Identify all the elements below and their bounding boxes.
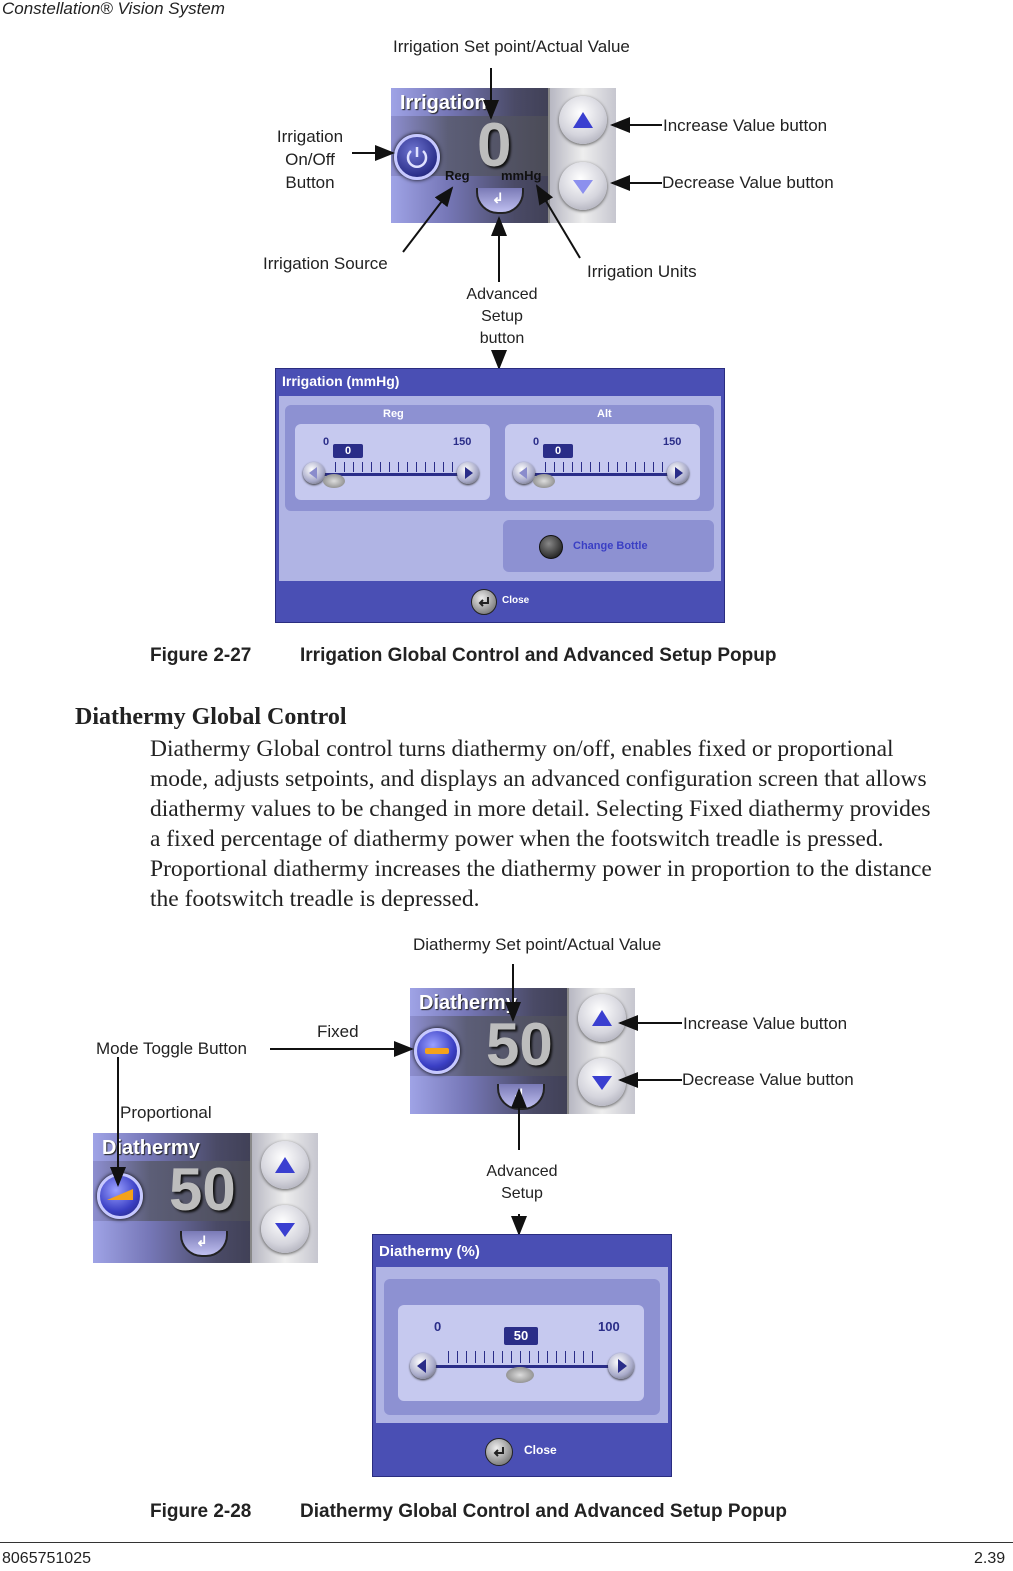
diathermy-ticks <box>448 1351 598 1363</box>
change-bottle-button[interactable] <box>503 520 714 572</box>
body-line: a fixed percentage of diathermy power when the footswitch treadle is pressed. <box>150 826 884 852</box>
footer-rule <box>0 1542 1013 1543</box>
callout-line: Setup <box>501 1185 543 1202</box>
advanced-icon: ↲ <box>196 1233 208 1249</box>
diathermy-close-button[interactable] <box>485 1438 513 1466</box>
body-line: mode, adjusts setpoints, and displays an advanced configuration screen that allows <box>150 766 927 792</box>
diathermy-decrease-callout: Decrease Value button <box>682 1070 854 1089</box>
body-line: Diathermy Global control turns diathermy on/off, enables fixed or proportional <box>150 736 894 762</box>
popup-title: Diathermy (%) <box>379 1243 480 1260</box>
return-icon <box>472 590 496 614</box>
alt-value: 0 <box>543 444 573 458</box>
callout-line: On/Off <box>285 150 335 169</box>
irrigation-setpoint-value: 0 <box>477 111 512 180</box>
diathermy-setpoint-callout: Diathermy Set point/Actual Value <box>413 935 662 954</box>
figure27-caption-number: Figure 2-27 <box>150 645 252 666</box>
document-number: 8065751025 <box>2 1550 91 1567</box>
mode-toggle-callout: Mode Toggle Button <box>96 1039 247 1058</box>
alt-left-arrow-button[interactable] <box>513 462 535 484</box>
advanced-icon: ↲ <box>513 1086 525 1102</box>
callout-line: Irrigation <box>276 127 344 146</box>
advanced-icon: ↲ <box>492 190 504 206</box>
close-label: Close <box>502 595 530 606</box>
change-bottle-label: Change Bottle <box>573 540 648 552</box>
reg-value: 0 <box>333 444 363 458</box>
callout-line: Button <box>285 173 335 192</box>
irrigation-decrease-callout: Decrease Value button <box>662 173 834 192</box>
irrigation-slider-panel <box>285 405 714 511</box>
alt-ticks <box>545 462 665 472</box>
arrow-left-icon <box>410 1353 436 1379</box>
reg-ticks <box>335 462 455 472</box>
alt-right-arrow-button[interactable] <box>667 462 689 484</box>
diathermy-slider[interactable] <box>398 1305 644 1401</box>
diathermy-setpoint-value: 50 <box>169 1156 236 1223</box>
arrow-right-icon <box>667 462 689 484</box>
reg-right-arrow-button[interactable] <box>457 462 479 484</box>
return-icon <box>486 1439 512 1465</box>
irrigation-units-callout: Irrigation Units <box>587 262 697 281</box>
reg-label: Reg <box>383 408 404 420</box>
body-line: the footswitch treadle is depressed. <box>150 886 480 912</box>
page-number: 2.39 <box>974 1550 1006 1567</box>
diathermy-min: 0 <box>434 1319 442 1334</box>
popup-body <box>279 396 721 581</box>
reg-slider-thumb[interactable] <box>323 474 345 488</box>
diathermy-title: Diathermy <box>419 992 517 1014</box>
alt-label: Alt <box>597 408 612 420</box>
figure27-caption-text: Irrigation Global Control and Advanced Setup Popup <box>300 645 777 666</box>
reg-min: 0 <box>323 436 330 448</box>
arrow-right-icon <box>608 1353 634 1379</box>
alt-slider-thumb[interactable] <box>533 474 555 488</box>
section-body <box>150 734 1000 914</box>
diathermy-title: Diathermy <box>102 1137 200 1159</box>
irrigation-advanced-popup <box>275 368 725 623</box>
diathermy-left-arrow-button[interactable] <box>410 1353 436 1379</box>
reg-slider[interactable] <box>295 424 490 500</box>
figure28-caption-number: Figure 2-28 <box>150 1501 252 1522</box>
arrow-left-icon <box>513 462 535 484</box>
diathermy-max: 100 <box>598 1319 620 1334</box>
callout-line: Advanced <box>466 286 538 303</box>
section-title: Diathermy Global Control <box>75 704 347 730</box>
arrow-left-icon <box>303 462 325 484</box>
reg-left-arrow-button[interactable] <box>303 462 325 484</box>
close-label: Close <box>524 1443 557 1457</box>
callout-line: Setup <box>481 308 523 325</box>
diathermy-slider-thumb[interactable] <box>506 1367 534 1383</box>
fixed-callout: Fixed <box>317 1022 359 1041</box>
irrigation-close-button[interactable] <box>471 589 497 615</box>
callout-line: button <box>479 330 525 347</box>
change-bottle-indicator-icon <box>539 535 563 559</box>
alt-min: 0 <box>533 436 540 448</box>
body-line: Proportional diathermy increases the diathermy power in proportion to the distance <box>150 856 932 882</box>
proportional-callout: Proportional <box>120 1103 212 1122</box>
callout-line: Advanced <box>486 1163 558 1180</box>
figure28-caption-text: Diathermy Global Control and Advanced Setup Popup <box>300 1501 788 1522</box>
irrigation-source-callout: Irrigation Source <box>263 254 388 273</box>
popup-body <box>376 1267 668 1423</box>
reg-max: 150 <box>453 436 472 448</box>
diathermy-advanced-popup <box>372 1234 672 1477</box>
diathermy-setpoint-value: 50 <box>486 1011 553 1078</box>
diathermy-right-arrow-button[interactable] <box>608 1353 634 1379</box>
popup-title: Irrigation (mmHg) <box>282 373 400 389</box>
diathermy-increase-callout: Increase Value button <box>683 1014 848 1033</box>
alt-max: 150 <box>663 436 682 448</box>
irrigation-units-label: mmHg <box>501 168 542 183</box>
irrigation-source-label: Reg <box>445 168 470 183</box>
alt-slider[interactable] <box>505 424 700 500</box>
irrigation-setpoint-callout: Irrigation Set point/Actual Value <box>393 37 630 56</box>
arrow-right-icon <box>457 462 479 484</box>
diathermy-value: 50 <box>504 1327 538 1345</box>
diathermy-slider-panel <box>384 1279 660 1415</box>
running-header: Constellation® Vision System <box>2 0 225 18</box>
figure28-leader-lines <box>0 900 1013 1240</box>
irrigation-increase-callout: Increase Value button <box>663 116 828 135</box>
body-line: diathermy values to be changed in more detail. Selecting Fixed diathermy provides <box>150 796 931 822</box>
irrigation-title: Irrigation <box>400 92 487 114</box>
